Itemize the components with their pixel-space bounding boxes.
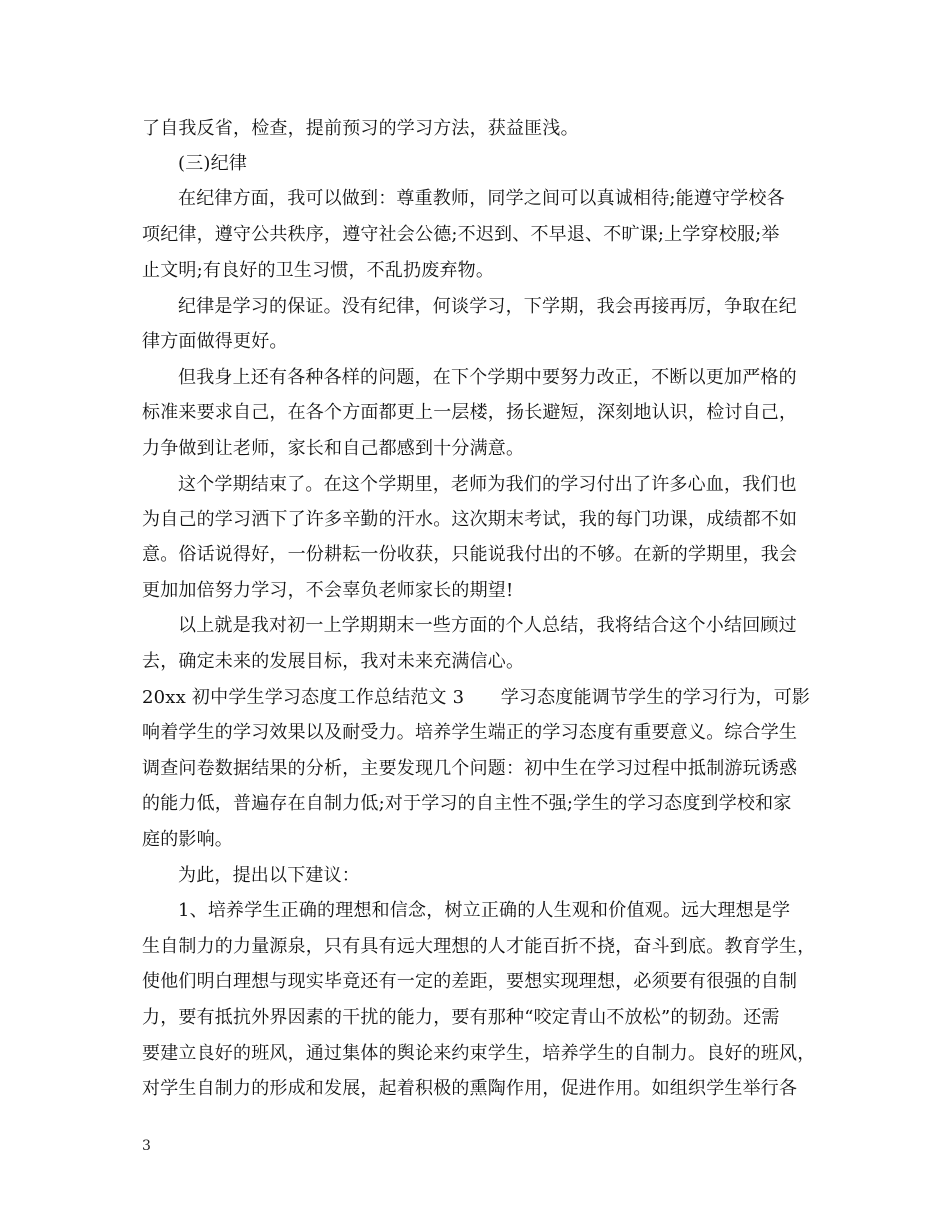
text-line: 纪律是学习的保证。没有纪律，何谈学习，下学期，我会再接再厉，争取在纪	[178, 296, 797, 317]
text-line: 响着学生的学习效果以及耐受力。培养学生端正的学习态度有重要意义。综合学生	[142, 722, 798, 743]
section-title-line: 20xx 初中学生学习态度工作总结范文 3 学习态度能调节学生的学习行为，可影	[142, 687, 811, 708]
text-line: 为此，提出以下建议：	[178, 865, 360, 886]
text-line: 使他们明白理想与现实毕竟还有一定的差距，要想实现理想，必须要有很强的自制	[142, 971, 798, 992]
text-line: 止文明;有良好的卫生习惯，不乱扔废弃物。	[142, 260, 495, 281]
text-line: 的能力低，普遍存在自制力低;对于学习的自主性不强;学生的学习态度到学校和家	[142, 793, 792, 814]
page-number: 3	[142, 1138, 151, 1154]
section-heading: (三)纪律	[178, 153, 248, 174]
text-line: 调查问卷数据结果的分析，主要发现几个问题：初中生在学习过程中抵制游玩诱惑	[142, 758, 798, 779]
text-line: 律方面做得更好。	[142, 331, 288, 352]
text-line: 要建立良好的班风，通过集体的舆论来约束学生，培养学生的自制力。良好的班风，	[142, 1043, 816, 1064]
text-line: 去，确定未来的发展目标，我对未来充满信心。	[142, 651, 525, 672]
text-line: 力争做到让老师，家长和自己都感到十分满意。	[142, 438, 525, 459]
text-line: 力，要有抵抗外界因素的干扰的能力，要有那种“咬定青山不放松”的韧劲。还需	[142, 1007, 780, 1028]
text-line: 以上就是我对初一上学期期末一些方面的个人总结，我将结合这个小结回顾过	[178, 615, 797, 636]
text-line: 更加加倍努力学习，不会辜负老师家长的期望!	[142, 580, 514, 601]
text-line: 了自我反省，检查，提前预习的学习方法，获益匪浅。	[142, 118, 579, 139]
text-line: 在纪律方面，我可以做到：尊重教师，同学之间可以真诚相待;能遵守学校各	[178, 188, 785, 209]
text-line: 对学生自制力的形成和发展，起着积极的熏陶作用，促进作用。如组织学生举行各	[142, 1078, 798, 1099]
text-line: 为自己的学习洒下了许多辛勤的汗水。这次期末考试，我的每门功课，成绩都不如	[142, 509, 798, 530]
text-line: 意。俗话说得好，一份耕耘一份收获，只能说我付出的不够。在新的学期里，我会	[142, 544, 798, 565]
text-line: 庭的影响。	[142, 829, 233, 850]
text-line: 标准来要求自己，在各个方面都更上一层楼，扬长避短，深刻地认识，检讨自己，	[142, 402, 798, 423]
text-line: 但我身上还有各种各样的问题，在下个学期中要努力改正，不断以更加严格的	[178, 367, 797, 388]
text-line: 生自制力的力量源泉，只有具有远大理想的人才能百折不挠，奋斗到底。教育学生，	[142, 936, 816, 957]
text-line: 项纪律，遵守公共秩序，遵守社会公德;不迟到、不早退、不旷课;上学穿校服;举	[142, 224, 780, 245]
text-line: 这个学期结束了。在这个学期里，老师为我们的学习付出了许多心血，我们也	[178, 474, 797, 495]
text-line: 1、培养学生正确的理想和信念，树立正确的人生观和价值观。远大理想是学	[178, 900, 791, 921]
